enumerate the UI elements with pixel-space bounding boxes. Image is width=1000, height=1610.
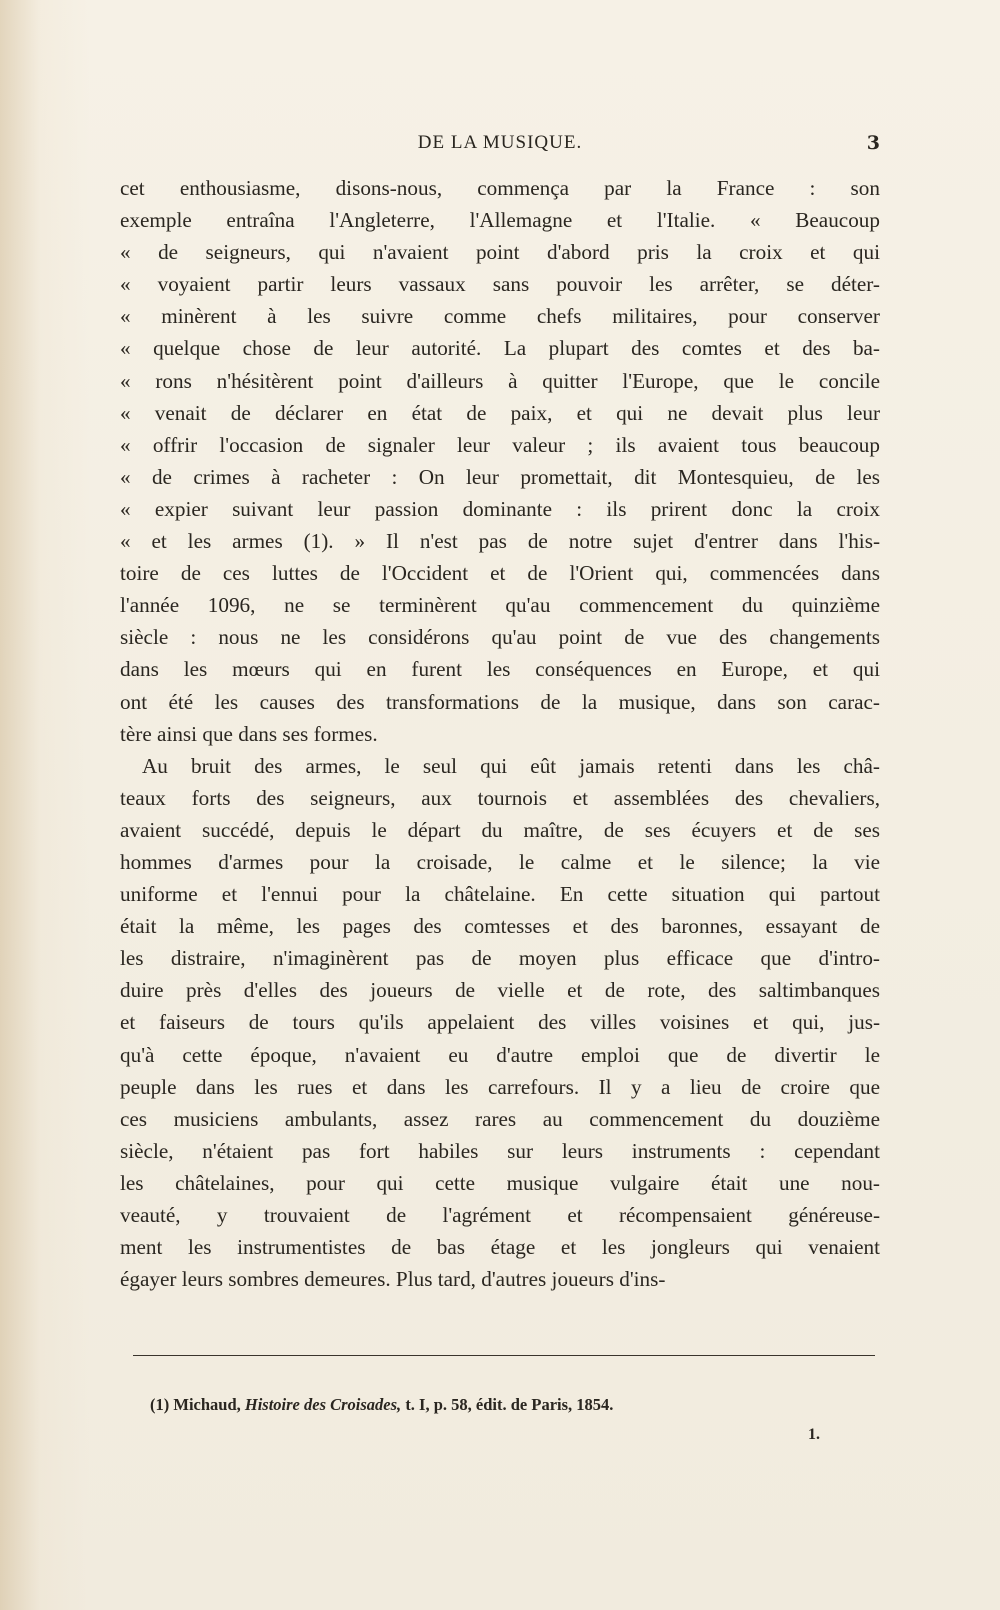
text-line: siècle, n'étaient pas fort habiles sur leurs instruments : cependant xyxy=(120,1138,880,1163)
text-line: « de crimes à racheter : On leur promettait, dit Montesquieu, de les xyxy=(120,464,880,489)
text-line: teaux forts des seigneurs, aux tournois et assemblées des chevaliers, xyxy=(120,785,880,810)
text-line: veauté, y trouvaient de l'agrément et récompensaient généreuse- xyxy=(120,1203,880,1227)
text-line: était la même, les pages des comtesses et des baronnes, essayant de xyxy=(120,914,880,939)
text-line: « minèrent à les suivre comme chefs militaires, pour conserver xyxy=(120,304,880,329)
text-line: toire de ces luttes de l'Occident et de l'Orient qui, commencées dans xyxy=(120,561,880,586)
text-line: avaient succédé, depuis le départ du maître, de ses écuyers et de ses xyxy=(120,817,880,842)
text-line: exemple entraîna l'Angleterre, l'Allemagne et l'Italie. « Beaucoup xyxy=(120,208,880,233)
text-line: duire près d'elles des joueurs de vielle et de rote, des saltimbanques xyxy=(120,978,880,1003)
text-line: cet enthousiasme, disons-nous, commença par la France : son xyxy=(120,176,880,200)
text-line: peuple dans les rues et dans les carrefours. Il y a lieu de croire que xyxy=(120,1074,880,1099)
text-line: hommes d'armes pour la croisade, le calme et le silence; la vie xyxy=(120,849,880,874)
text-line: « voyaient partir leurs vassaux sans pouvoir les arrêter, se déter- xyxy=(120,272,880,297)
text-line: tère ainsi que dans ses formes. xyxy=(120,721,378,746)
text-line: dans les mœurs qui en furent les conséquences en Europe, et qui xyxy=(120,657,880,682)
text-line: égayer leurs sombres demeures. Plus tard, d'autres joueurs d'ins- xyxy=(120,1267,666,1292)
text-line: « de seigneurs, qui n'avaient point d'abord pris la croix et qui xyxy=(120,240,880,265)
page-number: 3 xyxy=(866,132,880,154)
text-line: « et les armes (1). » Il n'est pas de notre sujet d'entrer dans l'his- xyxy=(120,529,880,554)
text-line: et faiseurs de tours qu'ils appelaient des villes voisines et qui, jus- xyxy=(120,1010,880,1035)
text-line: les châtelaines, pour qui cette musique vulgaire était une nou- xyxy=(120,1170,880,1195)
footnote xyxy=(150,1395,880,1415)
signature-mark: 1. xyxy=(808,1426,820,1443)
text-line: « rons n'hésitèrent point d'ailleurs à quitter l'Europe, que le concile xyxy=(120,368,880,393)
text-line: qu'à cette époque, n'avaient eu d'autre emploi que de divertir le xyxy=(120,1042,880,1067)
text-line: ment les instrumentistes de bas étage et les jongleurs qui venaient xyxy=(120,1235,880,1260)
text-line: l'année 1096, ne se terminèrent qu'au commencement du quinzième xyxy=(120,593,880,618)
footnote-marker: (1) Michaud, xyxy=(150,1395,241,1414)
text-line: ont été les causes des transformations de la musique, dans son carac- xyxy=(120,689,880,714)
footnote-rest: t. I, p. 58, édit. de Paris, 1854. xyxy=(405,1395,614,1414)
text-line: « quelque chose de leur autorité. La plupart des comtes et des ba- xyxy=(120,336,880,361)
running-head xyxy=(120,132,880,158)
text-line: « venait de déclarer en état de paix, et qui ne devait plus leur xyxy=(120,400,880,425)
text-line: ces musiciens ambulants, assez rares au commencement du douzième xyxy=(120,1106,880,1131)
text-line: les distraire, n'imaginèrent pas de moyen plus efficace que d'intro- xyxy=(120,946,880,971)
footnote-work-title: Histoire des Croisades, xyxy=(244,1395,402,1414)
text-line: uniforme et l'ennui pour la châtelaine. En cette situation qui partout xyxy=(120,882,880,907)
body-text xyxy=(120,172,880,1295)
running-title: DE LA MUSIQUE. xyxy=(417,132,583,153)
text-line: siècle : nous ne les considérons qu'au point de vue des changements xyxy=(120,625,880,650)
text-line: « expier suivant leur passion dominante : ils prirent donc la croix xyxy=(120,496,880,521)
footnote-rule xyxy=(133,1355,875,1356)
text-line: Au bruit des armes, le seul qui eût jamais retenti dans les châ- xyxy=(142,753,880,778)
text-line: « offrir l'occasion de signaler leur valeur ; ils avaient tous beaucoup xyxy=(120,432,880,457)
